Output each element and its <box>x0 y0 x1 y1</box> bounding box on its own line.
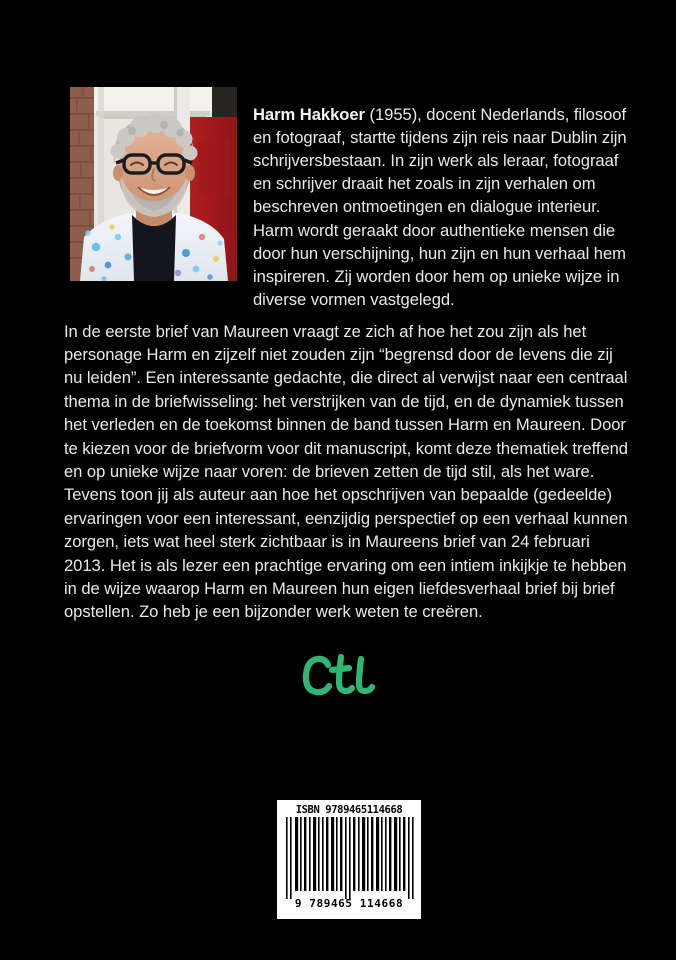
barcode-digits: 9 789465 114668 <box>294 897 404 910</box>
barcode-bars <box>282 817 416 899</box>
blurb-paragraph: In de eerste brief van Maureen vraagt ze zich af hoe het zou zijn als het personage Harm en zijzelf niet zouden zijn “begrensd door de levens die zij nu leiden”. Een interessante gedachte, die direct al verwijst naar een centraal thema in de briefwisseling: het verstrijken van de tijd, en de dynamiek tussen het verleden en de toekomst binnen de band tussen Harm en Maureen. Door te kiezen voor de briefvorm voor dit manuscript, komt deze thematiek treffend en op unieke wijze naar voren: de brieven zetten de tijd stil, als het ware. Tevens toon jij als auteur aan hoe het opschrijven van bepaalde (gedeelde) ervaringen voor een interessant, eenzijdig perspectief op een verhaal kunnen zorgen, iets wat heel sterk zichtbaar is in Maureens brief van 24 februari 2013. Het is als lezer een prachtige ervaring om een intiem inkijkje te hebben in de wijze waarop Harm en Maureen hun eigen liefdesverhaal brief bij brief opstellen. Zo heb je een bijzonder werk weten te creëren. <box>64 321 628 622</box>
author-bio-body: (1955), docent Nederlands, filosoof en fotograaf, startte tijdens zijn reis naar Dublin zijn schrijversbestaan. In zijn werk als leraar, fotograaf en schrijver draait het zoals in zijn verhalen om beschreven ontmoetingen en dialogue interieur. Harm wordt geraakt door authentieke mensen die door hun verschijning, hun zijn en hun verhaal hem inspireren. Zij worden door hem op unieke wijze in diverse vormen vastgelegd. <box>253 104 627 310</box>
ctl-logo-icon <box>301 651 375 701</box>
author-portrait-image <box>70 87 237 281</box>
publisher-logo <box>0 645 676 707</box>
isbn-barcode <box>277 800 421 919</box>
isbn-caption: ISBN 9789465114668 <box>295 804 403 816</box>
author-photo <box>70 87 237 281</box>
author-name: Harm Hakkoer <box>253 104 365 124</box>
author-bio-paragraph <box>253 103 631 312</box>
